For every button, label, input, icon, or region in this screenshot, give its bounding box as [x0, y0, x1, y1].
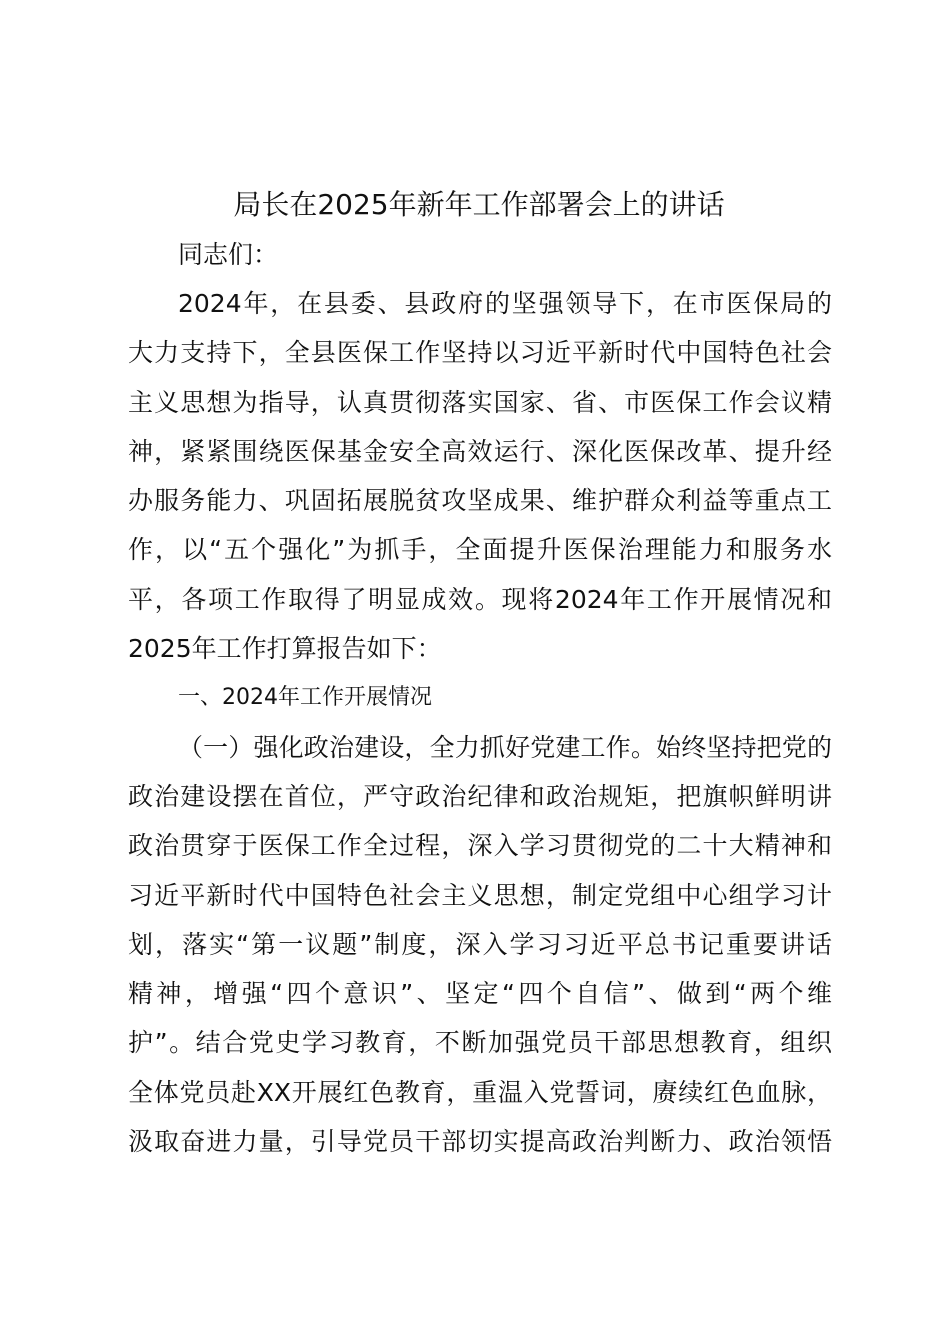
- paragraph-line: 平，各项工作取得了明显成效。现将2024年工作开展情况和: [128, 584, 832, 614]
- paragraph-line: 2025年工作打算报告如下：: [128, 634, 442, 664]
- paragraph-line: 汲取奋进力量，引导党员干部切实提高政治判断力、政治领悟: [128, 1127, 832, 1157]
- salutation: 同志们：: [178, 240, 279, 269]
- paragraph-line: 主义思想为指导，认真贯彻落实国家、省、市医保工作会议精: [128, 387, 832, 417]
- paragraph-line: （一）强化政治建设，全力抓好党建工作。始终坚持把党的: [178, 732, 832, 762]
- document-title: 局长在2025年新年工作部署会上的讲话: [233, 188, 725, 221]
- section-heading: 一、2024年工作开展情况: [178, 685, 432, 711]
- paragraph-line: 大力支持下，全县医保工作坚持以习近平新时代中国特色社会: [128, 338, 832, 368]
- paragraph-line: 政治贯穿于医保工作全过程，深入学习贯彻党的二十大精神和: [128, 831, 832, 861]
- paragraph-line: 护”。结合党史学习教育，不断加强党员干部思想教育，组织: [128, 1028, 832, 1058]
- paragraph-line: 作，以“五个强化”为抓手，全面提升医保治理能力和服务水: [128, 535, 832, 565]
- paragraph-2: [128, 723, 832, 1167]
- document-body: [128, 230, 832, 1166]
- paragraph-line: 全体党员赴XX开展红色教育，重温入党誓词，赓续红色血脉，: [128, 1077, 832, 1107]
- paragraph-line: 2024年，在县委、县政府的坚强领导下，在市医保局的: [178, 289, 832, 318]
- paragraph-line: 习近平新时代中国特色社会主义思想，制定党组中心组学习计: [128, 880, 832, 910]
- paragraph-1: [128, 279, 832, 673]
- paragraph-line: 办服务能力、巩固拓展脱贫攻坚成果、维护群众利益等重点工: [128, 486, 832, 516]
- paragraph-line: 神，紧紧围绕医保基金安全高效运行、深化医保改革、提升经: [128, 436, 832, 466]
- paragraph-line: 政治建设摆在首位，严守政治纪律和政治规矩，把旗帜鲜明讲: [128, 781, 832, 811]
- paragraph-line: 精神，增强“四个意识”、坚定“四个自信”、做到“两个维: [128, 979, 832, 1009]
- paragraph-line: 划，落实“第一议题”制度，深入学习习近平总书记重要讲话: [128, 929, 832, 959]
